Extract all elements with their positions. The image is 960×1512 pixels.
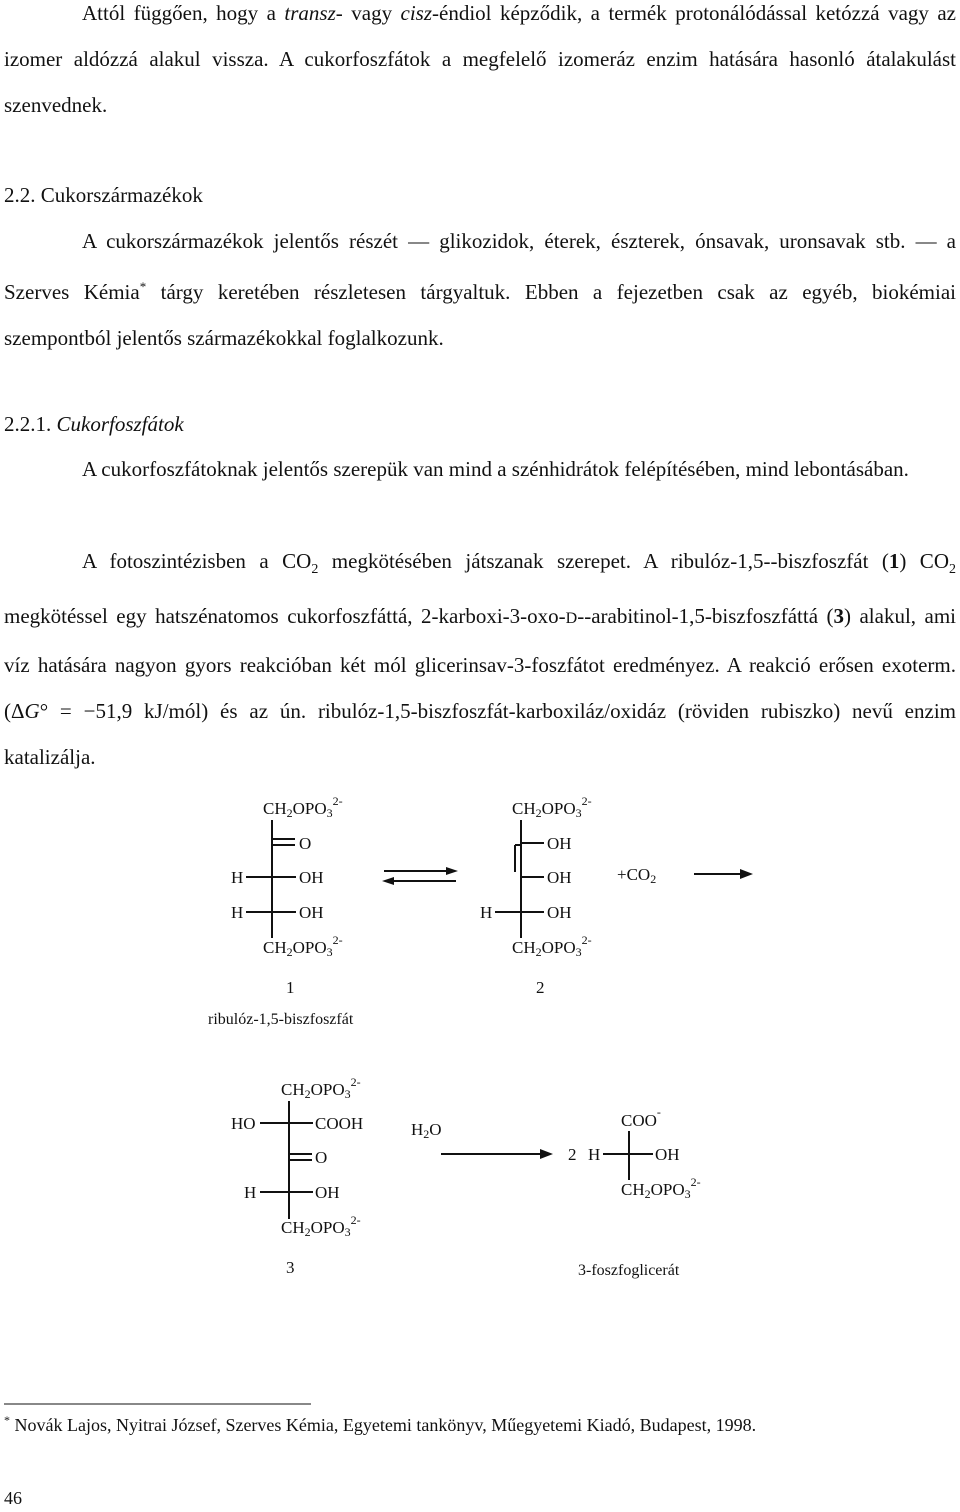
h-label: H [231,868,244,887]
compound-3-bonds [260,1101,313,1219]
text: A fotoszintézisben a CO [82,549,312,573]
oh-label: OH [299,868,324,887]
text: tárgy keretében részletesen tárgyaltuk. Ebben a fejezetben csak az egyéb, biokémiai szempontból jelentős származékokkal foglalkozunk. [4,280,956,350]
ch2opo3-top: $CH2OPO3^{2-}$ [263,794,343,820]
text: -éndiol képződik, a termék protonálódással ketózzá vagy az izomer aldózzá alakul vissza. A cukorfoszfátok a megfelelő izomeráz enzim hatására hasonló átalakulást szenvednek. [4,1,956,117]
compound-name-1: ribulóz-1,5-biszfoszfát [208,1011,354,1028]
carbonyl-o: O [299,834,312,853]
plus-co2: +CO2 [617,865,657,886]
ch2opo3-bottom: $CH2OPO3^{2-}$ [281,1213,361,1239]
water: H2O [411,1120,442,1141]
footnote-text: Novák Lajos, Nyitrai József, Szerves Kémia, Egyetemi tankönyv, Műegyetemi Kiadó, Budapest, 1998. [10,1415,757,1435]
text: ) CO [899,549,949,573]
small-caps-d: D [565,610,578,628]
compound-label-1: 1 [286,978,295,997]
text: ) alakul, ami víz hatására nagyon gyors reakcióban két mól glicerinsav-3-foszfátot eredményez. A reakció erősen exoterm. ( [4,604,956,724]
text: ° = −51,9 kJ/mól) és az ún. ribulóz-1,5-biszfoszfát-karboxiláz/oxidáz (röviden rubiszko) nevű enzim katalizálja. [4,699,956,770]
ho-label: HO [231,1114,256,1133]
text: vagy [342,1,401,25]
page-number: 46 [4,1488,22,1508]
ch2opo3-bottom: $CH2OPO3^{2-}$ [263,933,343,959]
compound-number: 1 [888,549,900,573]
reaction-arrow [441,1149,553,1159]
text: Attól függően, hogy a [82,1,285,25]
text: megkötésében játszanak szerepet. A ribulóz-1,5--biszfoszfát ( [318,549,889,573]
oh-label: OH [315,1183,340,1202]
text: megkötéssel egy hatszénatomos cukorfoszfáttá, 2-karboxi-3-oxo- [4,604,566,629]
compound-2-bonds [495,820,544,938]
footnote-marker: * [139,279,147,294]
compound-label-2: 2 [536,978,545,997]
section-number: 2.2. [4,183,36,207]
stoichiometric-coefficient: 2 [568,1145,577,1164]
compound-name-pg: 3-foszfoglicerát [578,1262,680,1279]
text: --arabitinol-1,5-biszfoszfáttá ( [577,604,834,629]
oh-label: OH [655,1145,680,1164]
h-label: H [231,903,244,922]
italic-term: transz- [284,1,343,25]
equilibrium-arrow [382,867,458,885]
italic-term: cisz [400,1,433,25]
text: A cukorszármazékok jelentős részét — glikozidok, éterek, észterek, ónsavak, uronsavak stb. — a Szerves Kémia [4,229,956,304]
oh-label: OH [547,903,572,922]
h-label: H [588,1145,601,1164]
phosphoglycerate-bonds [603,1131,653,1180]
subscript: 2 [948,562,956,578]
paragraph-3: A cukorfoszfátoknak jelentős szerepük van mind a szénhidrátok felépítésében, mind lebontásában. [82,457,909,481]
oh-label: OH [299,903,324,922]
cooh-label: COOH [315,1114,364,1133]
subsection-number: 2.2.1. [4,412,52,436]
footnote [4,1413,756,1436]
oh-label: OH [547,868,572,887]
ch2opo3-bottom: $CH2OPO3^{2-}$ [621,1175,701,1201]
ch2opo3-top: $CH2OPO3^{2-}$ [281,1075,361,1101]
carbonyl-o: O [315,1148,328,1167]
compound-number: 3 [833,604,844,629]
h-label: H [244,1183,257,1202]
compound-1-bonds [246,820,296,938]
section-title: Cukorszármazékok [40,183,203,207]
subsection-title: Cukorfoszfátok [56,412,184,436]
gibbs-symbol: G [24,699,40,724]
ch2opo3-bottom: $CH2OPO3^{2-}$ [512,933,592,959]
ch2opo3-top: $CH2OPO3^{2-}$ [512,794,592,820]
subscript: 2 [311,562,319,578]
h-label: H [480,903,493,922]
delta-symbol: Δ [11,699,25,724]
footnote-marker: * [4,1413,10,1427]
reaction-arrow [694,869,753,879]
coo-label: COO- [621,1105,661,1130]
compound-label-3: 3 [286,1258,295,1277]
oh-label: OH [547,834,572,853]
